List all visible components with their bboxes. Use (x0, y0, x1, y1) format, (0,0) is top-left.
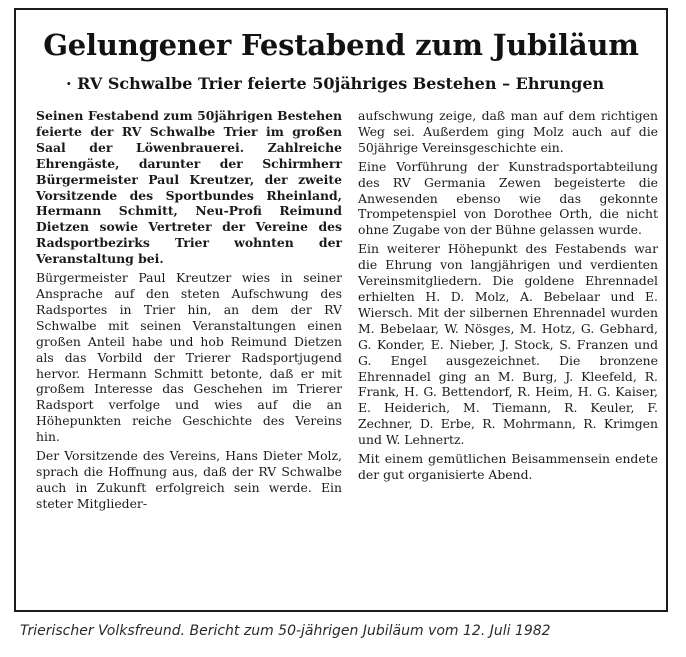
article-column-right (358, 108, 658, 483)
headline: Gelungener Festabend zum Jubiläum (43, 28, 639, 62)
newspaper-clipping (14, 8, 668, 612)
paragraph-chairman: Der Vorsitzende des Vereins, Hans Dieter Molz, sprach die Hoffnung aus, daß der RV Schwalbe auch in Zukunft erfolgreich sein werde. Ein steter Mitglieder- (36, 448, 342, 511)
paragraph-honors: Ein weiterer Höhepunkt des Festabends war die Ehrung von langjährigen und verdienten Vereinsmitgliedern. Die goldene Ehrennadel erhielten H. D. Molz, A. Bebelaar und E. Wiersch. Mit der silbernen Ehrennadel wurden M. Bebelaar, W. Nösges, M. Hotz, G. Gebhard, G. Konder, E. Nieber, J. Stock, S. Franzen und G. Engel ausgezeichnet. Die bronzene Ehrennadel ging an M. Burg, J. Kleefeld, R. Frank, H. G. Bettendorf, R. Heim, H. G. Kaiser, E. Heiderich, M. Tiemann, R. Keuler, F. Zechner, D. Erbe, R. Mohrmann, R. Krimgen und W. Lehnertz. (358, 241, 658, 448)
paragraph-speech: Bürgermeister Paul Kreutzer wies in seiner Ansprache auf den steten Aufschwung des Radsportes in Trier hin, an dem der RV Schwalbe mit seinen Veranstaltungen einen großen Anteil habe und hob Reimund Dietzen als das Vorbild der Trierer Radsportjugend hervor. Hermann Schmitt betonte, daß er mit großem Interesse das Geschehen im Trierer Radsport verfolge und wies auf die an Höhepunkten reiche Geschichte des Vereins hin. (36, 270, 342, 445)
lead-paragraph: Seinen Festabend zum 50jährigen Bestehen feierte der RV Schwalbe Trier im großen Saal der Löwenbrauerei. Zahlreiche Ehrengäste, darunter der Schirmherr Bürgermeister Paul Kreutzer, der zweite Vorsitzende des Sportbundes Rheinland, Hermann Schmitt, Neu-Profi Reimund Dietzen sowie Vertreter der Vereine des Radsportbezirks Trier wohnten der Veranstaltung bei. (36, 108, 342, 267)
article-column-left (36, 108, 342, 512)
paragraph-performance: Eine Vorführung der Kunstradsportabteilung des RV Germania Zewen begeisterte die Anwesenden ebenso wie das gekonnte Trompetenspiel von Dorothee Orth, die nicht ohne Zugabe von der Bühne gelassen wurde. (358, 158, 658, 238)
image-caption: Trierischer Volksfreund. Bericht zum 50-jährigen Jubiläum vom 12. Juli 1982 (20, 623, 551, 639)
subheadline: · RV Schwalbe Trier feierte 50jähriges Bestehen – Ehrungen (66, 74, 605, 93)
paragraph-closing: Mit einem gemütlichen Beisammensein endete der gut organisierte Abend. (358, 451, 658, 482)
paragraph-chairman-continued: aufschwung zeige, daß man auf dem richtigen Weg sei. Außerdem ging Molz auch auf die 50jährige Vereinsgeschichte ein. (358, 108, 658, 155)
